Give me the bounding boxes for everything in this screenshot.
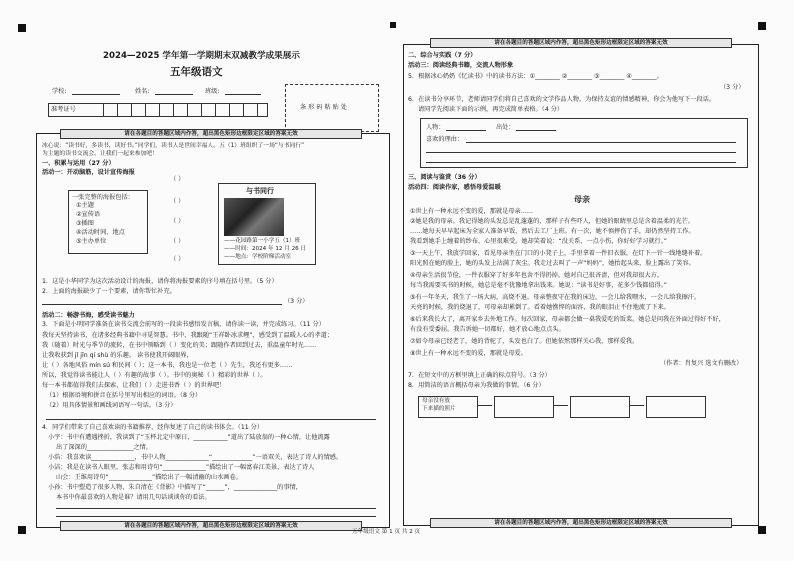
question-3-sub-1: （1）根据语境和拼音在括号里写出相应的词语。（8 分） <box>46 392 202 399</box>
registration-mark-tl <box>18 24 26 32</box>
flow-step-1-text: 母亲没有放 下来描的照片 <box>422 398 456 412</box>
question-4-line-6: 小孙：书中塑造了很多人物，朱自清在《背影》中描写了“______”，______________的事情， <box>48 484 302 491</box>
poster-element-5: ⑤主办单位 <box>76 238 107 245</box>
registration-mark-center <box>390 22 396 28</box>
form-person-label: 人物： <box>426 124 445 131</box>
poster-location: ——地点：学校阶梯活动室 <box>224 254 292 260</box>
exam-subject: 五年级语文 <box>170 66 223 78</box>
question-2-score: （3 分） <box>284 298 309 305</box>
question-7: 7．在短文中的方框里填上正确的标点符号。（3 分） <box>408 372 551 379</box>
story-title: 母亲 <box>574 195 590 204</box>
story-para-6b: 有没有受委屈。我告诉她一切都好，她才放心地点点头。 <box>410 326 565 333</box>
question-3-text-3: 让我收获到 jǐ jīn qí shù 的乐趣。 读书使我开阔眼界， <box>42 352 193 359</box>
poster-paren-2[interactable]: （ ） <box>170 198 185 205</box>
story-para-3a: ③一天上午，我放学回家，看见母亲坐在门口的小凳子上，手里拿着一件旧衣服，在灯下一针一线地缝补着。 <box>410 250 707 257</box>
flow-arrow-2 <box>554 405 568 406</box>
activity-2-heading: 活动二：畅游书海，感受读书魅力 <box>42 312 135 319</box>
form-source-label: 出处： <box>496 124 515 131</box>
section-1-heading: 一、积累与运用（27 分） <box>42 160 115 167</box>
form-reason-field-1[interactable] <box>466 142 736 143</box>
barcode-label: 条 形 码 粘 贴 处 <box>300 104 347 111</box>
poster-host: ——花园路第一小学五（1）班 <box>224 238 301 244</box>
poster-element-4: ④活动时间、地点 <box>76 229 125 236</box>
question-2-answer-line[interactable] <box>42 304 282 305</box>
right-bottom-notice: 请在各题目的答题区域内作答，超出黑色矩形边框限定区域的答案无效 <box>430 518 732 528</box>
story-para-8: ⑧世上有一种永远不变的爱，那就是母爱。 <box>410 350 527 357</box>
poster-element-2: ②宣传语 <box>76 211 101 218</box>
intro-line-2: 为主题的读书交流会。让我们一起来参加吧！ <box>42 151 158 157</box>
name-label: 姓名: <box>135 88 150 95</box>
registration-mark-tr <box>758 22 766 30</box>
right-top-notice: 请在各题目的答题区域内作答，超出黑色矩形边框限定区域的答案无效 <box>430 38 732 48</box>
activity-3-heading: 活动三：阅读经典书籍，交流人物形象 <box>408 62 514 69</box>
poster-paren-3[interactable]: （ ） <box>170 218 185 225</box>
question-4-line-2: 出了深深的_______________之情。 <box>56 444 152 451</box>
poster-title: 与书同行 <box>246 187 274 195</box>
poster-image <box>224 198 284 236</box>
story-para-4b: 每当我需要买书的时候，她总是毫不犹豫地拿出钱来。她说：“读书是好事，花多少钱都值得。” <box>410 282 667 289</box>
question-5-score: （3 分） <box>720 84 745 91</box>
story-para-4a: ④母亲生活很节俭，一件衣服穿了好多年也舍不得扔掉。她对自己很吝啬，但对我却很大方。 <box>410 272 664 279</box>
question-3-text-2: 我（随着）时光与季节的流转，在书中领略到（ ）变化的美；跟随作者回到过去，重温童年时光…… <box>42 342 317 349</box>
flow-arrow-1 <box>478 405 492 406</box>
story-para-7: ⑦如今母亲已经老了，她的背驼了，头发也白了。但她依然那样关心我，那样爱我。 <box>410 338 639 345</box>
poster-element-1: ①主题 <box>76 202 94 209</box>
page-footer: 五年级语文 第 1 页 共 2 页 <box>352 529 421 535</box>
story-para-6a: ⑥后来我长大了，离开家乡去外地工作。每次回家，母亲都会做一桌我爱吃的饭菜。她总是问我在外面过得好不好， <box>410 316 725 323</box>
flow-step-3[interactable] <box>570 396 630 418</box>
exam-number-label: 准考证号 <box>51 106 76 113</box>
question-3-text-1: 我每天坚持读书，在诸多经典书籍中寻觅智慧。书中，我跟随“王祥卧冰求鲤”，感受到了温暖人心的孝道； <box>42 332 334 339</box>
question-6: 6．在读书分享环节，老师请同学们将自己喜欢的文学作品人物，为保持友谊的情感精神，你会为他写下一段话。 <box>408 96 716 103</box>
form-reason-field-3[interactable] <box>426 162 736 163</box>
poster-paren-5[interactable]: （ ） <box>170 256 185 263</box>
question-4: 4．同学们带来了自己喜欢读的书籍推荐，经你复述了自己的读书体会。（11 分） <box>42 424 264 431</box>
question-3-sub-2: （2）用具体情景和画线词语写一句话。（3 分） <box>46 402 177 409</box>
question-4-line-7: 本书中你最喜欢的人物是谁？请用几句话谈谈你的看法。 <box>56 494 211 501</box>
school-label: 学校: <box>52 88 67 95</box>
poster-paren-1[interactable]: （ ） <box>170 176 185 183</box>
flow-step-2[interactable] <box>494 396 554 418</box>
question-3-text-5: 所以，我觉得读书能让人（ ）有趣的故事（ ）。书中的奥秘（ ）精彩的世界（ ）。 <box>42 372 267 379</box>
form-reason-label: 喜欢的理由： <box>426 136 464 143</box>
section-2-heading: 二、综合与实践（7 分） <box>408 52 477 59</box>
class-label: 班级: <box>205 88 220 95</box>
poster-elements-head: 一张完整的海报包括： <box>72 194 134 201</box>
question-8: 8．用简洁的语言概括母亲为我做的事情。（6 分） <box>408 382 545 389</box>
section-3-heading: 三、阅读与鉴赏（36 分） <box>408 174 481 181</box>
question-3: 3．下面是小明同学准备在读书交流会前写的一段读书感悟发言稿，请你读一读，并完成练习。（11 分） <box>42 321 325 328</box>
question-4-line-5: 山会：王维用诗句“______________”描绘出了一幅清幽的山水画卷。 <box>56 474 242 481</box>
story-para-2c: 我看到她手上缠着的纱布，心里很难受。她却笑着说：“没关系，一点小伤，你好好学习就行。” <box>410 238 667 245</box>
form-source-field[interactable] <box>516 130 556 131</box>
character-form <box>420 118 748 168</box>
question-4-line-3: 小浩：我喜欢读______________，书中人物______________“_____________”一语双关，表达了诗人的情感。 <box>48 454 343 461</box>
form-person-field[interactable] <box>446 130 486 131</box>
question-3-answer-line[interactable] <box>46 419 376 420</box>
story-para-2b: ……她每天早早起床为全家人准备早饭，然后去工厂上班。有一次，她不慎摔伤了手，却仍然坚持工作。 <box>410 228 695 235</box>
story-para-2a: ②她是我的母亲。我记得她的头发总是乱蓬蓬的，那样子有些吓人，但她的眼睛里总是含着温柔的光芒。 <box>410 218 694 225</box>
question-6-line-2: 请同学先阅读下面的示例，再完成简单表格。（4 分） <box>418 106 564 113</box>
left-bottom-notice: 请在各题目的答题区域内作答，超出黑色矩形边框限定区域的答案无效 <box>60 521 362 531</box>
question-1: 1．这是小华同学为这次活动设计的海报，请你将海报要素的序号填在括号里。（5 分） <box>42 278 278 285</box>
story-author: （作者：肖复兴 选文有删改） <box>660 360 743 367</box>
question-2: 2．上面的海报缺少了一个要素，请你帮忙补充。 <box>42 288 176 295</box>
poster-paren-4[interactable]: （ ） <box>170 238 185 245</box>
question-5: 5．根据冰心奶奶《忆读书》中的读书方法：①________ ②________ ③________ ④________。 <box>408 73 663 80</box>
registration-mark-br <box>758 526 766 534</box>
left-top-notice: 请在各题目的答题区域内作答，超出黑色矩形边框限定区域的答案无效 <box>60 129 362 139</box>
story-para-3b: 阳光照在她的脸上，她的头发上沾满了灰尘。我走过去叫了一声“妈妈”，她抬起头来，脸上露出了笑容。 <box>410 260 695 267</box>
exam-number-cells <box>90 103 266 117</box>
intro-line-1: 冰心说：“读书好，多读书，读好书。”同学们，读书人是世间幸福人。五（1）班组织了一场“与书同行” <box>42 143 305 149</box>
story-para-1: ①世上有一种永远不变的爱，那就是母亲…… <box>410 208 534 215</box>
story-para-5a: ⑤有一年冬天，我生了一场大病，高烧不退。母亲整夜守在我的床边，一会儿给我喂水，一会儿给我擦汗。 <box>410 294 701 301</box>
activity-4-heading: 活动四：阅读作家，感悟母爱温暖 <box>408 184 501 191</box>
form-reason-field-2[interactable] <box>426 152 736 153</box>
school-field[interactable] <box>72 94 120 95</box>
question-4-line-1: 小宇：书中有遭遇挫折，我读到了“玉杯北定中原日，___________”道出了陆放翁的一种心情，让他流露 <box>48 434 330 441</box>
question-4-line-4: 小洁：我是在读书人眼里，张志和用诗句“______________”描绘出了一幅富春江美景，表达了诗人 <box>48 464 315 471</box>
activity-1-heading: 活动一：开动脑筋，设计宣传海报 <box>42 169 135 176</box>
poster-element-3: ③插图 <box>76 220 94 227</box>
poster-time: ——时间：2024 年 12 月 26 日 <box>224 246 307 252</box>
flow-step-4[interactable] <box>646 396 706 418</box>
registration-mark-bl <box>18 526 26 534</box>
class-field[interactable] <box>225 94 261 95</box>
exam-title: 2024—2025 学年第一学期期末双减教学成果展示 <box>103 51 300 61</box>
name-field[interactable] <box>155 94 193 95</box>
flow-arrow-3 <box>630 405 644 406</box>
question-3-text-6: 每一本书都值得我们去探索，让我们（ ）走进书香（ ）的世界吧！ <box>42 382 226 389</box>
story-para-5b: 天亮的时候，我的烧退了，可母亲却累倒了。看着她憔悴的面容，我的眼泪止不住地流了下来。 <box>410 304 670 311</box>
question-4-answer-line-1[interactable] <box>56 508 376 509</box>
question-3-text-4: 让（ ）各地风俗 mín sú 和民间（ ）；这一本书，我也是一位老（ ）先生，我还有更多…… <box>42 362 293 369</box>
question-4-answer-line-2[interactable] <box>56 516 376 517</box>
